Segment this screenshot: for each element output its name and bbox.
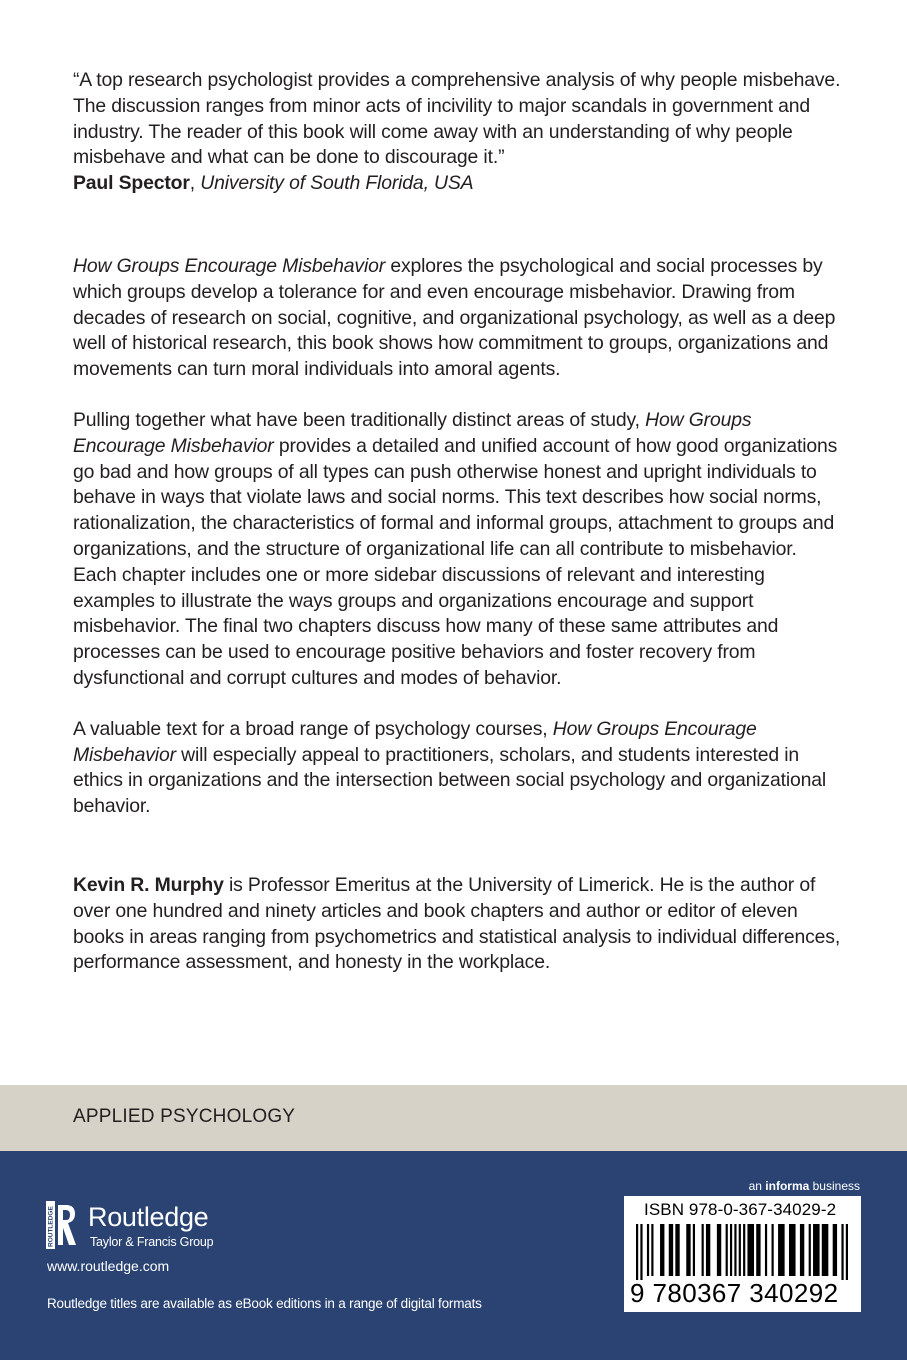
informa-suffix: business — [809, 1179, 860, 1193]
barcode-bar — [675, 1224, 679, 1276]
subject-label: APPLIED PSYCHOLOGY — [73, 1106, 296, 1127]
book-title-ref: How Groups Encourage Misbehavior — [73, 408, 752, 457]
barcode-bar — [717, 1224, 721, 1276]
publisher-name: Routledge — [88, 1202, 209, 1232]
barcode-bar — [734, 1224, 736, 1276]
publisher-footer — [0, 1151, 907, 1360]
barcode-bar — [743, 1224, 745, 1276]
isbn-text: ISBN 978-0-367-34029-2 — [644, 1200, 837, 1219]
barcode-bar — [669, 1224, 673, 1276]
barcode-bar — [739, 1224, 741, 1276]
author-name: Kevin R. Murphy — [73, 873, 224, 896]
barcode-bar — [789, 1224, 796, 1276]
barcode-bar — [636, 1224, 638, 1280]
barcode-bar — [693, 1224, 695, 1276]
barcode-bar — [765, 1224, 767, 1276]
barcode-icon — [634, 1224, 851, 1280]
barcode-bar — [778, 1224, 785, 1276]
publisher-url[interactable]: www.routledge.com — [47, 1258, 170, 1274]
informa-bold: informa — [765, 1179, 810, 1193]
description-text: A valuable text for a broad range of psychology courses, — [73, 717, 553, 740]
endorser-name: Paul Spector — [73, 172, 190, 195]
endorsement-quote: “A top research psychologist provides a comprehensive analysis of why people misbehave. The discussion ranges from minor acts of incivility to major scandals in government and industry. The reader of this book will come away with an understanding of why people misbehave and what can be done to discourage it.” — [73, 69, 841, 169]
publisher-group: Taylor & Francis Group — [90, 1235, 214, 1249]
barcode-bar — [706, 1224, 710, 1276]
endorsement-attribution — [73, 171, 843, 197]
description-text: provides a detailed and unified account of how good organizations go bad and how groups of all types can push otherwise honest and upright individuals to behave in ways that violate laws and social norms. This text describes how social norms, rationalization, the characteristics of formal and informal groups, attachment to groups and organizations, and the structure of organizational life can all contribute to misbehavior. Each chapter includes one or more sidebar discussions of relevant and interesting examples to illustrate the ways groups and organizations encourage and support misbehavior. The final two chapters discuss how many of these same attributes and processes can be used to encourage positive behaviors and foster recovery from dysfunctional and corrupt cultures and modes of behavior. — [73, 434, 838, 689]
description-text: will especially appeal to practitioners, scholars, and students interested in ethics in organizations and the intersection between social psychology and organizational behavior. — [73, 743, 827, 818]
description-paragraph-1 — [73, 254, 843, 383]
barcode-bar — [813, 1224, 820, 1276]
barcode-bar — [846, 1224, 848, 1280]
book-title-ref: How Groups Encourage Misbehavior — [73, 254, 386, 277]
barcode-digits: 9 780367 340292 — [630, 1278, 839, 1308]
informa-prefix: an — [748, 1179, 766, 1193]
barcode-bar — [730, 1224, 732, 1276]
description-paragraph-3 — [73, 717, 843, 820]
informa-tagline — [749, 1179, 860, 1193]
barcode-bar — [809, 1224, 811, 1276]
logo-vertical-text: ROUTLEDGE — [47, 1206, 55, 1247]
subject-band — [0, 1085, 907, 1151]
endorser-affiliation: University of South Florida, USA — [200, 172, 474, 195]
attribution-separator: , — [189, 172, 201, 195]
barcode-bar — [651, 1224, 653, 1276]
back-cover-text — [73, 68, 843, 976]
description-text: explores the psychological and social processes by which groups develop a tolerance for and even encourage misbehavior. Drawing from decades of research on social, cognitive, and organizational psychology, as well as a deep well of historical research, this book shows how commitment to groups, organizations and movements can turn moral individuals into amoral agents. — [73, 254, 836, 381]
book-title-ref: How Groups Encourage Misbehavior — [73, 717, 757, 766]
barcode-bar — [660, 1224, 664, 1276]
description-paragraph-2 — [73, 408, 843, 692]
barcode-bar — [726, 1224, 728, 1276]
barcode-bar — [772, 1224, 774, 1276]
barcode-bar — [833, 1224, 837, 1276]
author-bio-text: is Professor Emeritus at the University of Limerick. He is the author of over one hundred and ninety articles and book chapters and author or editor of eleven books in areas ranging from psychometrics and statistical analysis to individual differences, performance assessment, and honesty in the workplace. — [73, 873, 841, 974]
barcode-bar — [702, 1224, 704, 1276]
barcode-bar — [756, 1224, 760, 1276]
barcode-bar — [841, 1224, 843, 1280]
routledge-logo-icon — [46, 1201, 78, 1249]
description-text: Pulling together what have been traditionally distinct areas of study, — [73, 408, 646, 431]
barcode-bar — [640, 1224, 642, 1280]
barcode-bar — [686, 1224, 690, 1276]
isbn-barcode — [624, 1196, 861, 1312]
barcode-bar — [747, 1224, 754, 1276]
barcode-bar — [822, 1224, 829, 1276]
barcode-bar — [800, 1224, 804, 1276]
ebook-note: Routledge titles are available as eBook editions in a range of digital formats — [47, 1296, 482, 1311]
barcode-bar — [647, 1224, 649, 1276]
author-bio — [73, 873, 843, 976]
